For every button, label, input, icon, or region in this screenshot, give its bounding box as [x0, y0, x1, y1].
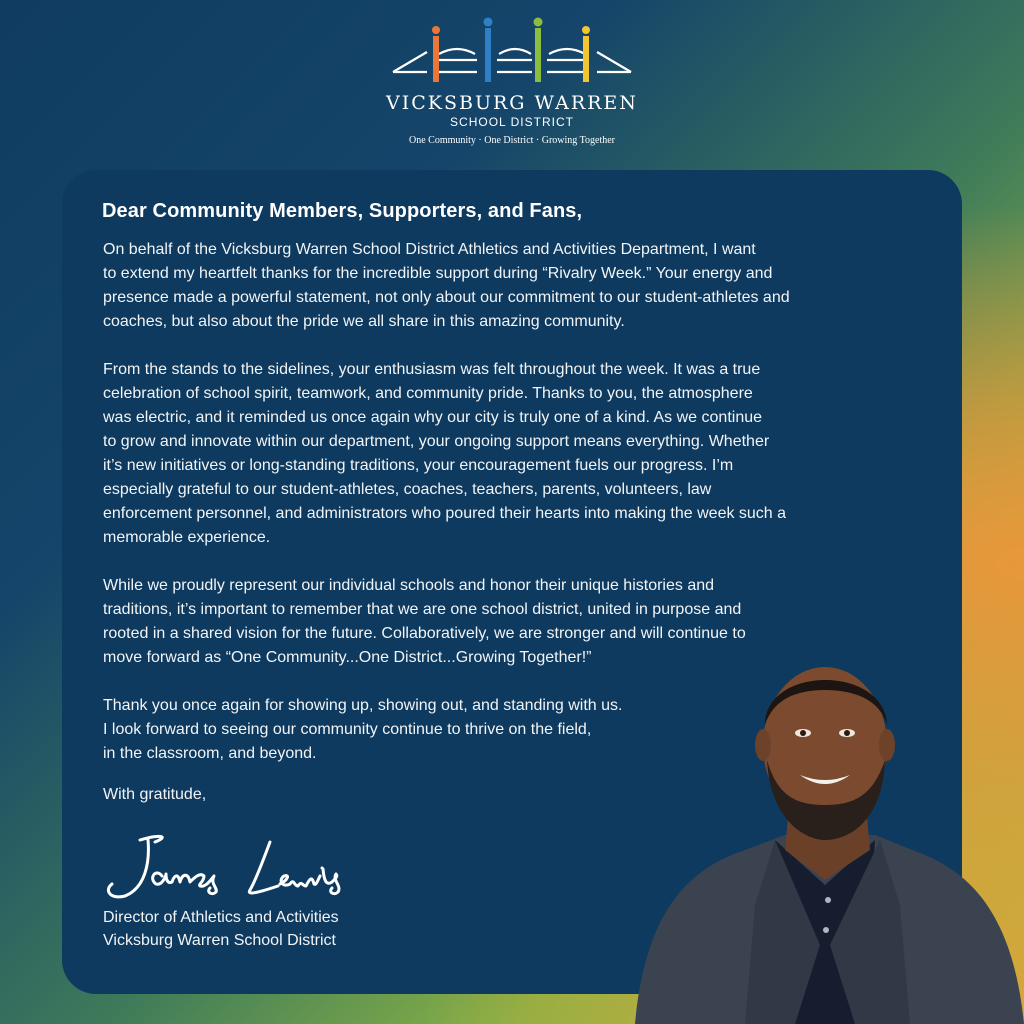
signer-position: Director of Athletics and Activities — [103, 909, 339, 926]
letter-paragraph: From the stands to the sidelines, your enthusiasm was felt throughout the week. It was a true celebration of school spirit, teamwork, and community pride. Thanks to you, the atmosphere was electric, and it reminded us once again why our city is truly one of a kind. As we continue to grow and innovate within our department, your ongoing support means everything. Whether it’s new initiatives or long-standing traditions, your encouragement fuels our progress. I’m especially grateful to our student-athletes, coaches, teachers, parents, volunteers, law enforcement personnel, and administrators who poured their hearts into making the week such a memorable experience. — [103, 361, 787, 546]
letter-greeting: Dear Community Members, Supporters, and Fans, — [102, 200, 583, 222]
bridge-logo-icon — [387, 14, 637, 88]
letter-paragraph: While we proudly represent our individual schools and honor their unique histories and traditions, it’s important to remember that we are one school district, united in purpose and rooted in a shared vision for the future. Collaboratively, we are stronger and will continue to move forward as “One Community...One District...Growing Together!” — [103, 577, 746, 666]
district-tagline: One Community · One District · Growing Together — [408, 135, 616, 146]
director-portrait — [625, 645, 1024, 1024]
signer-organization: Vicksburg Warren School District — [103, 932, 336, 949]
district-name: VICKSBURG WARREN — [386, 92, 638, 114]
district-subtitle: SCHOOL DISTRICT — [450, 115, 574, 129]
letter-paragraph: Thank you once again for showing up, showing out, and standing with us. I look forward to seeing our community continue to thrive on the field, in the classroom, and beyond. — [103, 697, 623, 762]
letter-paragraph: On behalf of the Vicksburg Warren School District Athletics and Activities Department, I want to extend my heartfelt thanks for the incredible support during “Rivalry Week.” Your energy and presence made a powerful statement, not only about our commitment to our student-athletes and coaches, but also about the pride we all share in this amazing community. — [103, 241, 790, 330]
signer-title — [103, 906, 339, 952]
letter-closing: With gratitude, — [103, 786, 207, 803]
handwritten-signature — [100, 828, 370, 908]
district-logo — [0, 14, 1024, 146]
